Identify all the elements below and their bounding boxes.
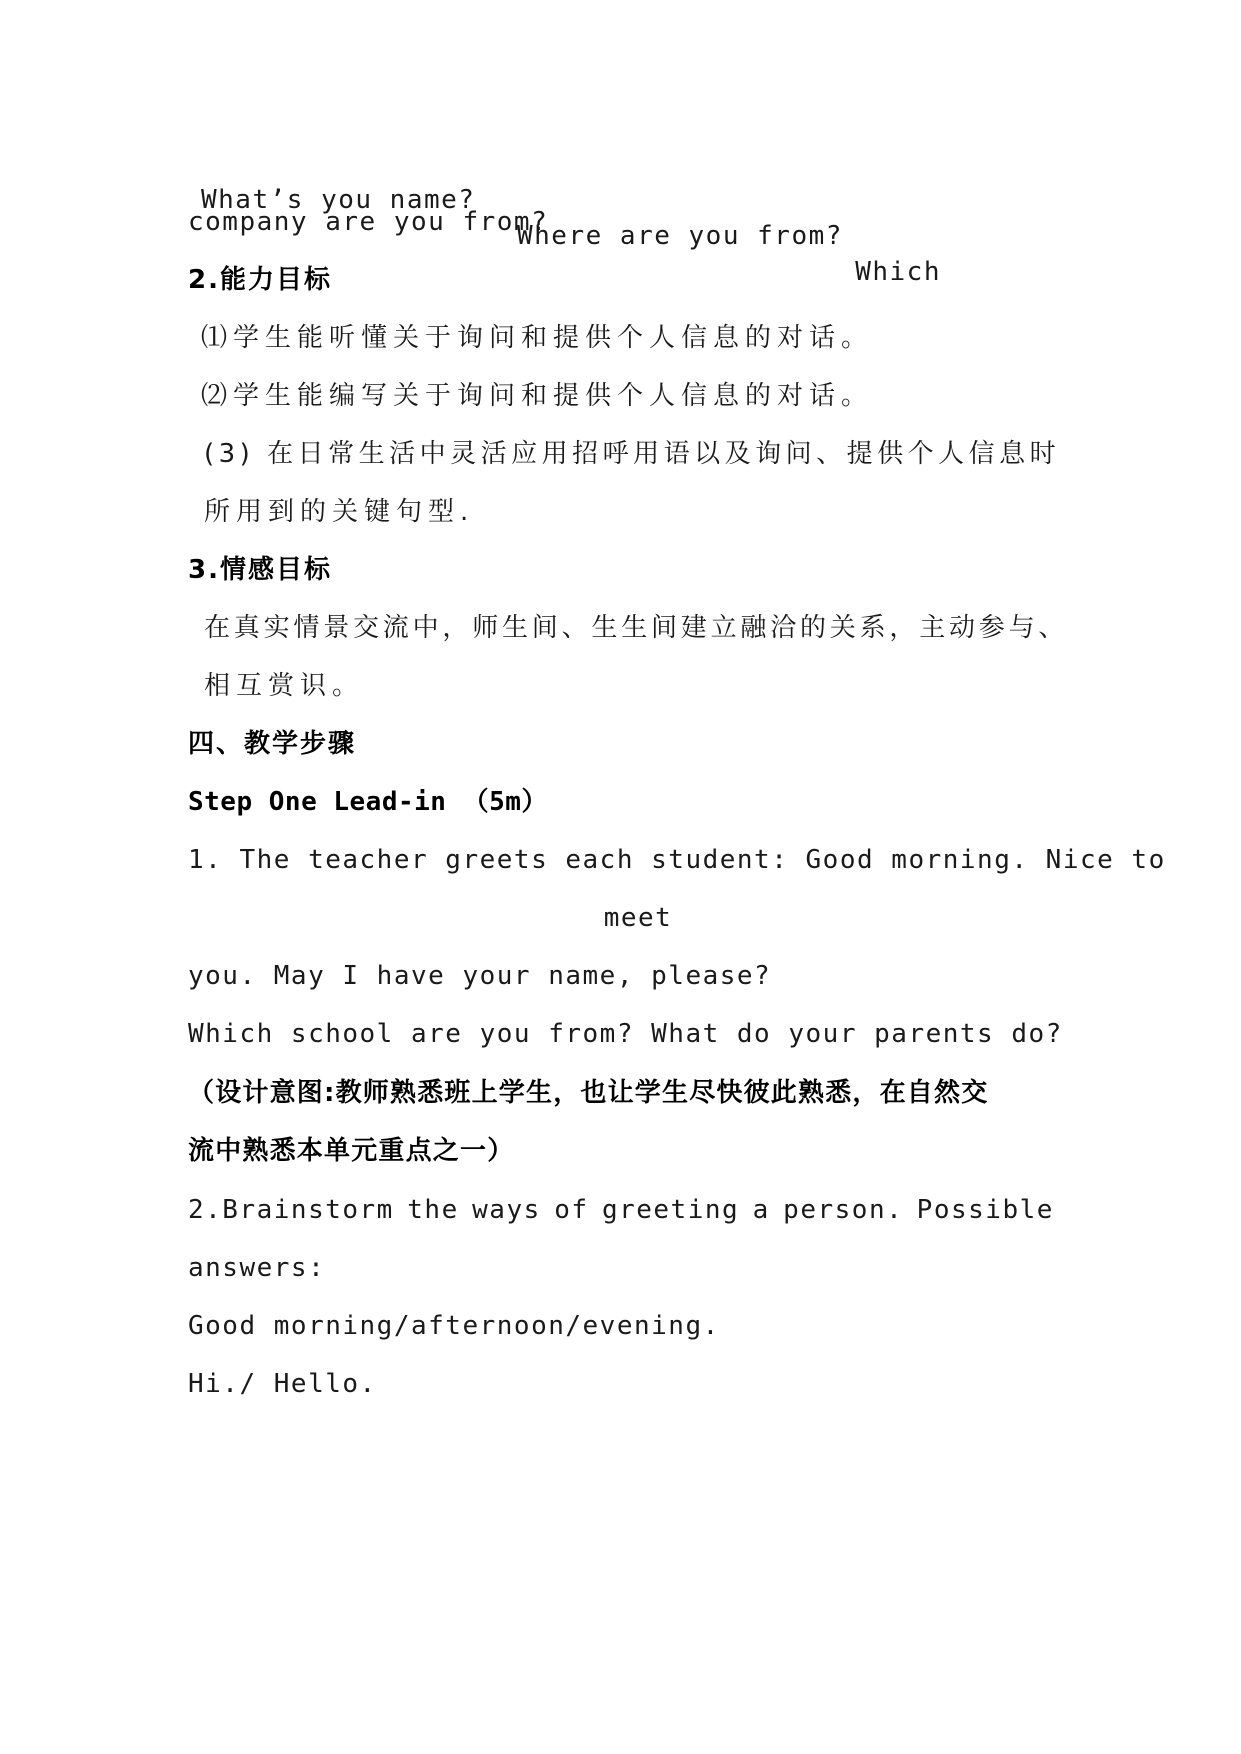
emotion-goals-line-2: 相互赏识。 [204,671,365,701]
brainstorm-word: person. [783,1195,904,1225]
emotion-goals-heading: 3.情感目标 [188,555,332,585]
ability-goal-item-1: ⑴学生能听懂关于询问和提供个人信息的对话。 [201,323,874,353]
brainstorm-word: 2.Brainstorm [188,1195,394,1225]
design-intent-line-2: 流中熟悉本单元重点之一） [188,1136,515,1166]
brainstorm-word: ways [472,1195,541,1225]
teaching-steps-heading: 四、教学步骤 [188,729,357,759]
question-name: What’s you name? [201,185,476,215]
brainstorm-word: the [407,1195,459,1225]
brainstorm-word: Possible [916,1195,1054,1225]
ability-goal-item-3-line-1: (3) 在日常生活中灵活应用招呼用语以及询问、提供个人信息时 [204,439,1061,469]
ability-goal-item-3-line-2: 所用到的关键句型. [204,497,475,527]
design-intent-line-1: （设计意图:教师熟悉班上学生，也让学生尽快彼此熟悉，在自然交 [188,1078,989,1108]
step-one-item-1-line-2: meet [603,903,673,933]
question-where-from: Where are you from? [517,221,843,251]
step-one-item-2-line-2: answers: [188,1253,326,1283]
ability-goals-heading: 2.能力目标 [188,265,332,295]
step-one-item-1-line-1: 1. The teacher greets each student: Good morning. Nice to [188,845,1166,875]
emotion-goals-line-1: 在真实情景交流中，师生间、生生间建立融洽的关系，主动参与、 [204,613,1069,643]
brainstorm-word: of [554,1195,589,1225]
step-one-item-2-line-1 [188,1192,1054,1228]
ability-goal-item-2: ⑵学生能编写关于询问和提供个人信息的对话。 [201,381,874,411]
question-company: company are you from? [188,207,549,237]
step-one-item-1-line-4: Which school are you from? What do your parents do? [188,1019,1063,1049]
brainstorm-word: a [752,1195,770,1225]
greeting-answer-1: Good morning/afternoon/evening. [188,1311,720,1341]
greeting-answer-2: Hi./ Hello. [188,1369,377,1399]
step-one-item-1-line-3: you. May I have your name, please? [188,961,772,991]
step-one-heading: Step One Lead-in （5m） [188,787,548,817]
question-which: Which [855,257,941,287]
brainstorm-word: greeting [601,1195,740,1225]
